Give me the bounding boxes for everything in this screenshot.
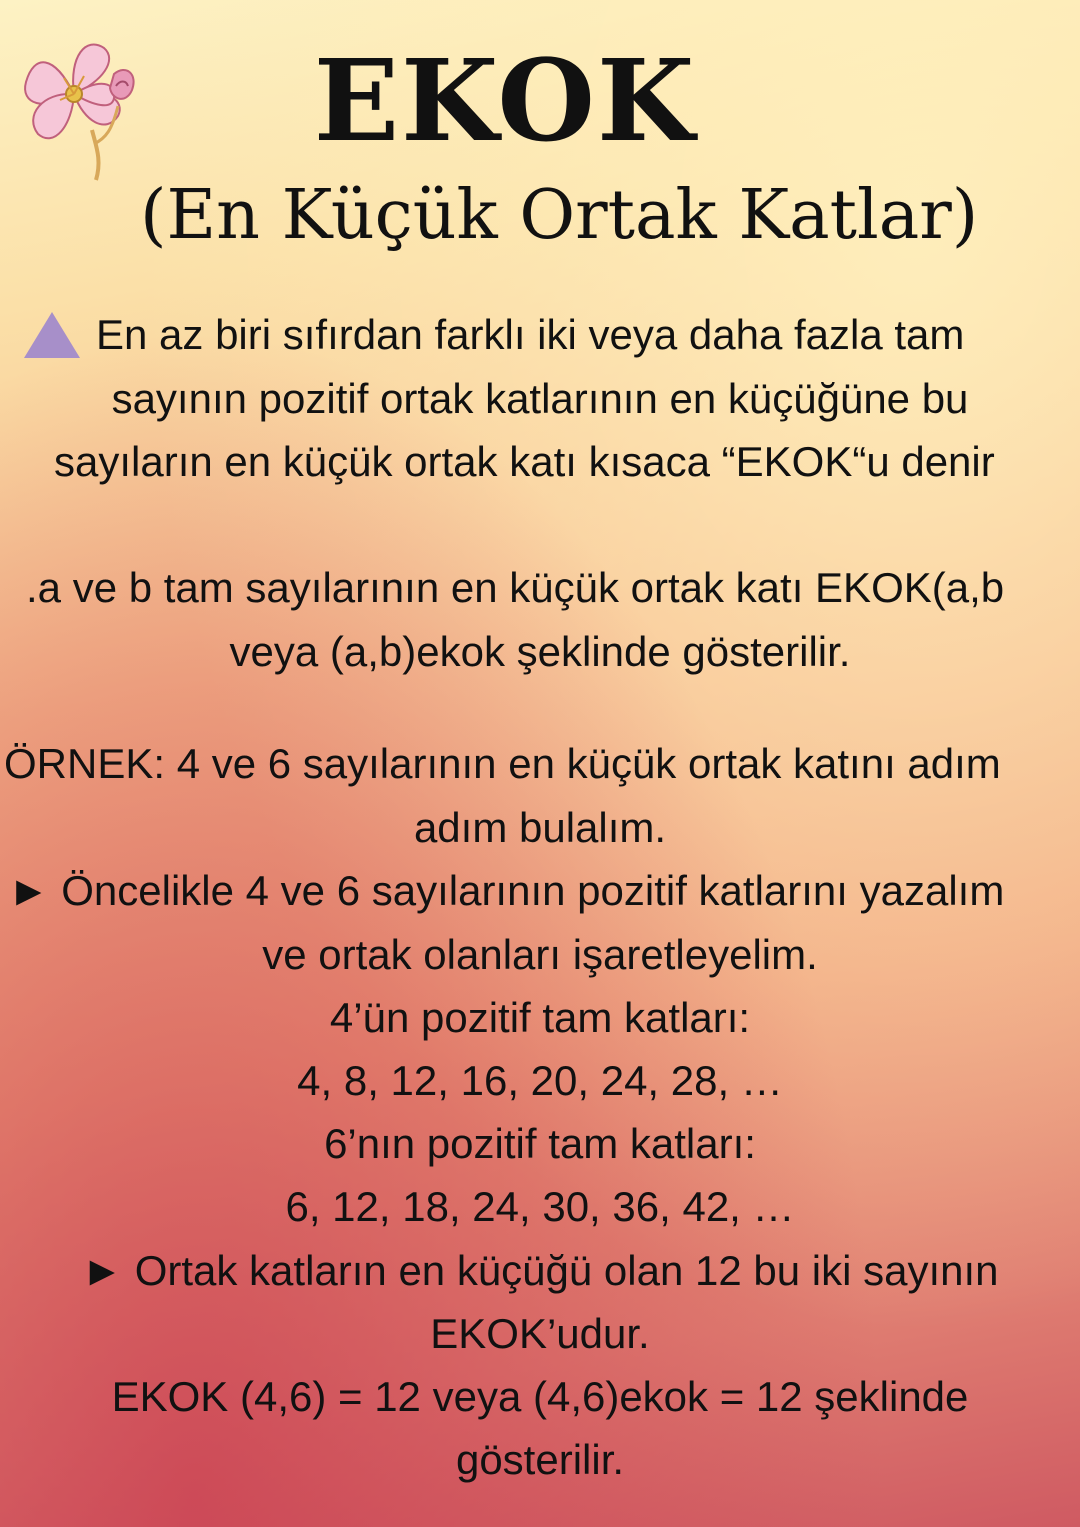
page-subtitle: (En Küçük Ortak Katlar) [140,176,979,255]
step-2-line-2: EKOK’udur. [430,1310,650,1357]
multiples-of-6-values: 6, 12, 18, 24, 30, 36, 42, … [285,1183,795,1230]
notation-line-2: veya (a,b)ekok şeklinde gösterilir. [229,628,851,675]
definition-line-3: sayıların en küçük ortak katı kısaca “EKOK“u denir [54,438,995,485]
example-heading-cont: adım bulalım. [413,804,667,851]
step-2-line-1: ► Ortak katların en küçüğü olan 12 bu iki sayının [81,1247,999,1294]
page-title: EKOK [313,36,697,167]
step-1-line-2: ve ortak olanları işaretleyelim. [262,931,818,978]
example-heading: ÖRNEK: 4 ve 6 sayılarının en küçük ortak katını adım [4,740,1001,787]
step-1-line-1: ► Öncelikle 4 ve 6 sayılarının pozitif katlarını yazalım [8,867,1005,914]
multiples-of-4-label: 4’ün pozitif tam katları: [329,994,751,1041]
multiples-of-4-values: 4, 8, 12, 16, 20, 24, 28, … [297,1057,783,1104]
result-line-2: gösterilir. [455,1436,625,1483]
definition-line-1: En az biri sıfırdan farklı iki veya daha fazla tam [96,311,965,358]
multiples-of-6-label: 6’nın pozitif tam katları: [324,1120,756,1167]
notation-line-1: .a ve b tam sayılarının en küçük ortak katı EKOK(a,b [26,564,1005,611]
definition-line-2: sayının pozitif ortak katlarının en küçüğüne bu [111,375,969,422]
result-line-1: EKOK (4,6) = 12 veya (4,6)ekok = 12 şeklinde [111,1373,969,1420]
triangle-icon [22,310,82,360]
